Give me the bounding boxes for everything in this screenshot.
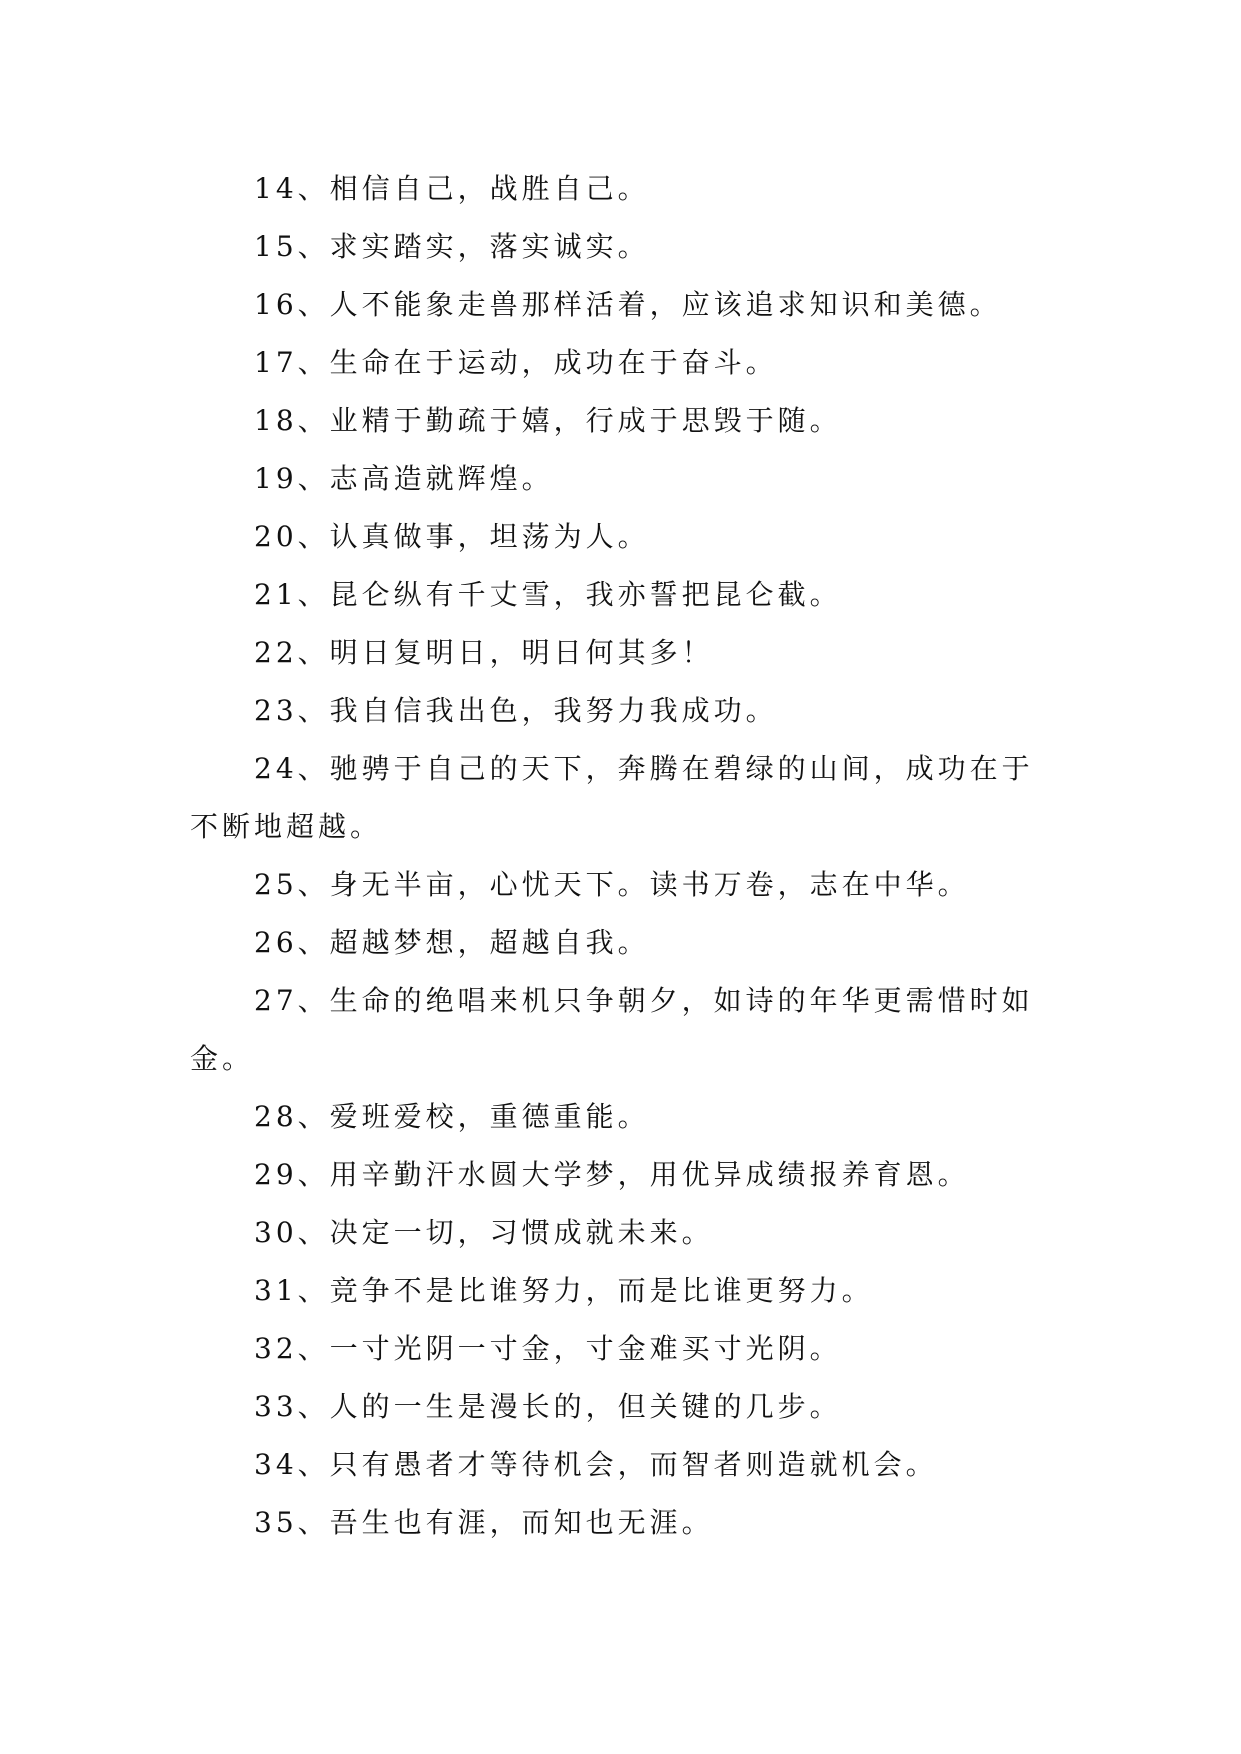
list-item: 20、认真做事，坦荡为人。: [254, 520, 650, 553]
list-item: 16、人不能象走兽那样活着，应该追求知识和美德。: [254, 288, 1002, 321]
list-item: 17、生命在于运动，成功在于奋斗。: [254, 346, 778, 379]
list-item: 31、竞争不是比谁努力，而是比谁更努力。: [254, 1274, 874, 1307]
list-item: 21、昆仑纵有千丈雪，我亦誓把昆仑截。: [254, 578, 842, 611]
list-item: 35、吾生也有涯，而知也无涯。: [254, 1506, 714, 1539]
list-item: 32、一寸光阴一寸金，寸金难买寸光阴。: [254, 1332, 842, 1365]
list-item: 22、明日复明日，明日何其多！: [254, 636, 714, 669]
slogan-list: [190, 160, 1060, 1552]
list-item: 29、用辛勤汗水圆大学梦，用优异成绩报养育恩。: [254, 1158, 970, 1191]
list-item: 23、我自信我出色，我努力我成功。: [254, 694, 778, 727]
list-item: 28、爱班爱校，重德重能。: [254, 1100, 650, 1133]
list-item: 26、超越梦想，超越自我。: [254, 926, 650, 959]
list-item: 34、只有愚者才等待机会，而智者则造就机会。: [254, 1448, 938, 1481]
list-item: 25、身无半亩，心忧天下。读书万卷，志在中华。: [254, 868, 970, 901]
list-item: 30、决定一切，习惯成就未来。: [254, 1216, 714, 1249]
list-item: 24、驰骋于自己的天下，奔腾在碧绿的山间，成功在于不断地超越。: [190, 752, 1034, 843]
list-item: 15、求实踏实，落实诚实。: [254, 230, 650, 263]
list-item: 19、志高造就辉煌。: [254, 462, 554, 495]
list-item: 27、生命的绝唱来机只争朝夕，如诗的年华更需惜时如金。: [190, 984, 1034, 1075]
list-item: 33、人的一生是漫长的，但关键的几步。: [254, 1390, 842, 1423]
list-item: 14、相信自己，战胜自己。: [254, 172, 650, 205]
list-item: 18、业精于勤疏于嬉，行成于思毁于随。: [254, 404, 842, 437]
